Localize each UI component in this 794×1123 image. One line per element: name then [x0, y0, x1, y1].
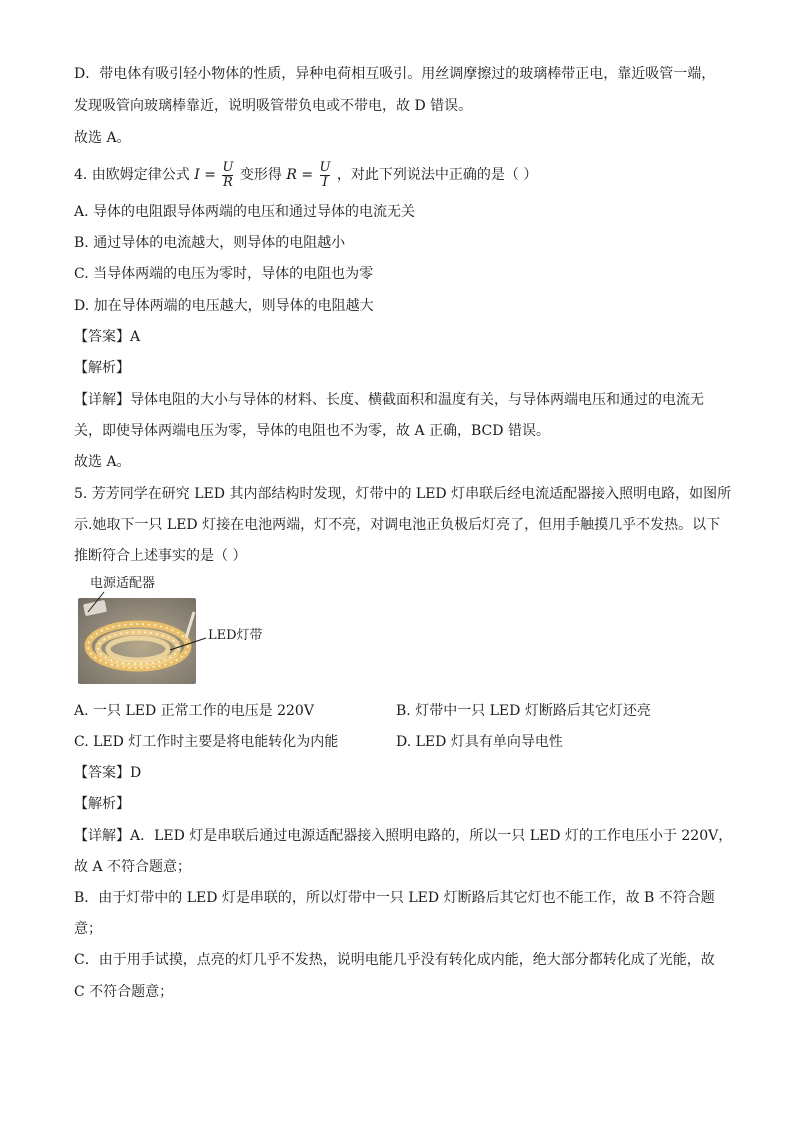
label-led-strip: LED灯带 [208, 628, 263, 643]
q4-suffix: ，对此下列说法中正确的是（ ） [336, 167, 538, 183]
q4-choose: 故选 A。 [74, 454, 131, 470]
q5-detail-line: 意； [74, 921, 102, 937]
q5-detail-line: 【详解】A．LED 灯是串联后通过电源适配器接入照明电路的，所以一只 LED 灯的工作电压小于 220V， [74, 828, 733, 844]
q4-analysis-heading: 【解析】 [74, 360, 130, 376]
fraction-U-over-I [320, 161, 331, 190]
text-line: D．带电体有吸引轻小物体的性质，异种电荷相互吸引。用丝调摩擦过的玻璃棒带正电，靠近吸管一端， [74, 66, 716, 82]
q4-detail-line: 【详解】导体电阻的大小与导体的材料、长度、横截面积和温度有关，与导体两端电压和通过的电流无 [74, 392, 704, 408]
q5-detail-line: B．由于灯带中的 LED 灯是串联的，所以灯带中一只 LED 灯断路后其它灯也不能工作，故 B 不符合题 [74, 890, 715, 906]
led-strip-drawing [78, 598, 196, 684]
q5-detail-line: C 不符合题意； [74, 984, 174, 1000]
formula-I: I [194, 167, 200, 183]
q5-detail-line: 故 A 不符合题意； [74, 859, 192, 875]
q4-answer: 【答案】A [74, 329, 141, 345]
led-strip-photo [78, 598, 196, 684]
formula-eq: = [204, 167, 216, 183]
led-strip-figure [74, 576, 280, 688]
frac-numerator: U [222, 159, 234, 175]
q5-option-d: D. LED 灯具有单向导电性 [396, 734, 563, 750]
label-power-adapter: 电源适配器 [90, 576, 156, 591]
q5-stem-line: 推断符合上述事实的是（ ） [74, 548, 247, 564]
frac-denominator-2: I [322, 174, 328, 190]
q5-detail-line: C．由于用手试摸，点亮的灯几乎不发热，说明电能几乎没有转化成内能，绝大部分都转化成了光能，故 [74, 952, 715, 968]
q4-detail-line: 关，即使导体两端电压为零，导体的电阻也不为零，故 A 正确，BCD 错误。 [74, 423, 550, 439]
q4-option-c: C. 当导体两端的电压为零时，导体的电阻也为零 [74, 266, 374, 282]
q5-answer: 【答案】D [74, 765, 142, 781]
text-line: 故选 A。 [74, 130, 131, 146]
q5-option-a: A. 一只 LED 正常工作的电压是 220V [74, 703, 314, 719]
fraction-U-over-R [222, 161, 233, 190]
q4-prefix: 4. 由欧姆定律公式 [74, 167, 190, 183]
question-4-stem [74, 160, 537, 190]
q5-stem-line: 示.她取下一只 LED 灯接在电池两端，灯不亮，对调电池正负极后灯亮了，但用手触摸几乎不发热。以下 [74, 517, 721, 533]
q5-option-c: C. LED 灯工作时主要是将电能转化为内能 [74, 734, 339, 750]
q4-option-b: B. 通过导体的电流越大，则导体的电阻越小 [74, 235, 346, 251]
frac-numerator-2: U [319, 159, 331, 175]
q4-option-d: D. 加在导体两端的电压越大，则导体的电阻越大 [74, 298, 374, 314]
q5-stem-line: 5. 芳芳同学在研究 LED 其内部结构时发现，灯带中的 LED 灯串联后经电流适配器接入照明电路，如图所 [74, 486, 732, 502]
formula-R: R [286, 167, 297, 183]
frac-denominator: R [223, 174, 233, 190]
q5-option-b: B. 灯带中一只 LED 灯断路后其它灯还亮 [396, 703, 651, 719]
q5-analysis-heading: 【解析】 [74, 796, 130, 812]
q4-mid: 变形得 [239, 167, 282, 183]
text-line: 发现吸管向玻璃棒靠近，说明吸管带负电或不带电，故 D 错误。 [74, 98, 473, 114]
q4-option-a: A. 导体的电阻跟导体两端的电压和通过导体的电流无关 [74, 204, 416, 220]
formula-eq-2: = [301, 167, 314, 183]
